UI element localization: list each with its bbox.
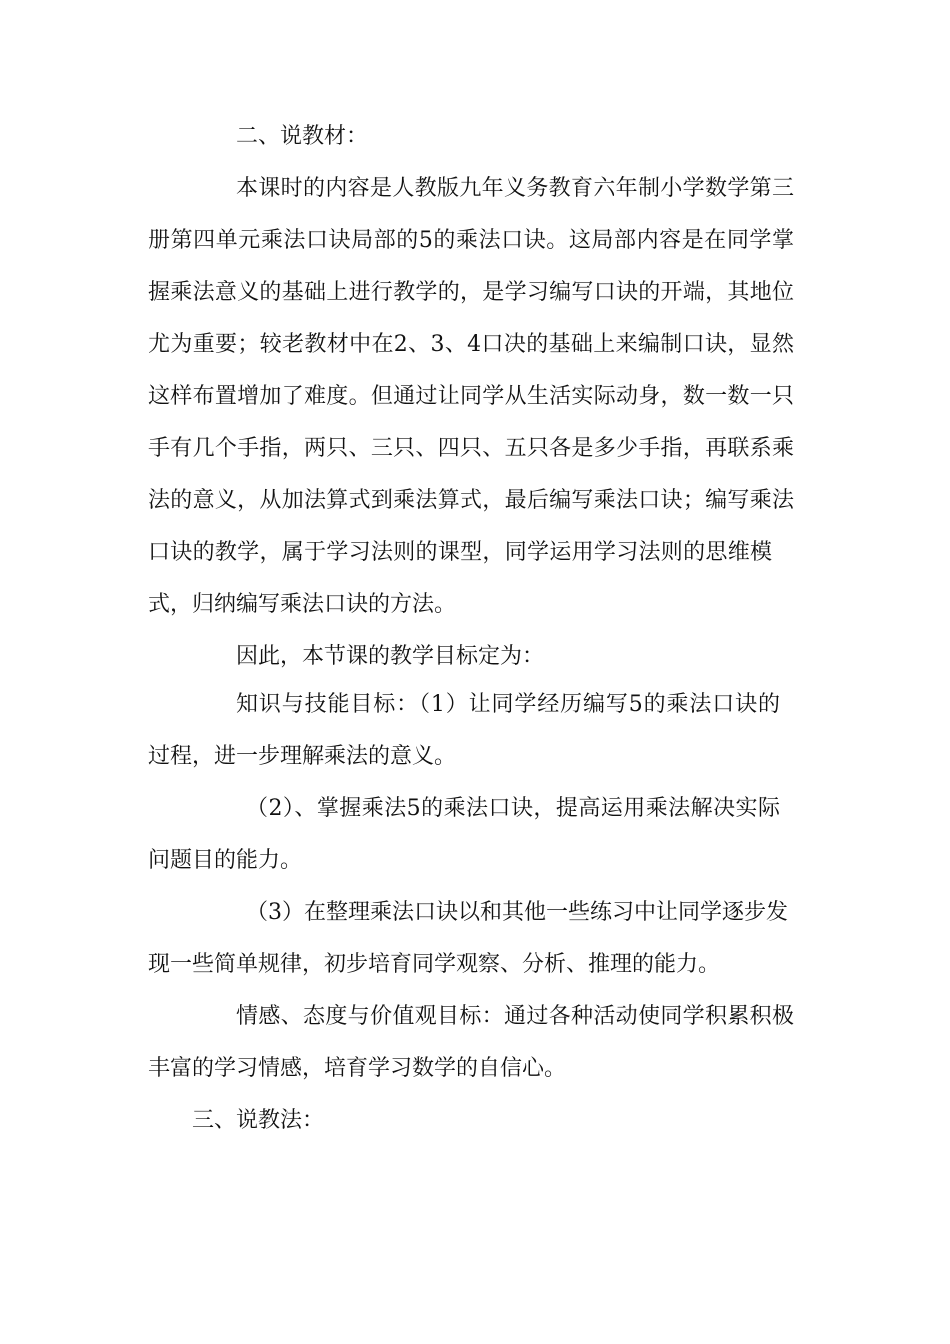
paragraph-line: 手有几个手指，两只、三只、四只、五只各是多少手指，再联系乘	[148, 436, 794, 461]
paragraph-line: 法的意义，从加法算式到乘法算式，最后编写乘法口诀；编写乘法	[148, 488, 794, 513]
section-heading-2: 二、说教材：	[236, 124, 369, 149]
goal-3-line: （3）在整理乘法口诀以和其他一些练习中让同学逐步发	[246, 900, 788, 925]
paragraph-line: 册第四单元乘法口诀局部的5的乘法口诀。这局部内容是在同学掌	[148, 228, 794, 253]
goal-3-line: 现一些简单规律，初步培育同学观察、分析、推理的能力。	[148, 952, 721, 977]
goal-intro: 因此，本节课的教学目标定为：	[236, 644, 545, 669]
goal-emotion-line: 丰富的学习情感，培育学习数学的自信心。	[148, 1056, 567, 1081]
goal-2-line: （2）、掌握乘法5的乘法口诀，提高运用乘法解决实际	[246, 796, 780, 821]
section-heading-3: 三、说教法：	[192, 1108, 325, 1133]
goal-knowledge-line: 过程，进一步理解乘法的意义。	[148, 744, 457, 769]
paragraph-line: 这样布置增加了难度。但通过让同学从生活实际动身，数一数一只	[148, 384, 794, 409]
goal-emotion-line: 情感、态度与价值观目标：通过各种活动使同学积累积极	[236, 1004, 794, 1029]
goal-knowledge-line: 知识与技能目标：（1）让同学经历编写5的乘法口诀的	[236, 692, 780, 717]
goal-2-line: 问题目的能力。	[148, 848, 303, 873]
paragraph-line: 口诀的教学，属于学习法则的课型，同学运用学习法则的思维模	[148, 540, 772, 565]
paragraph-line: 本课时的内容是人教版九年义务教育六年制小学数学第三	[236, 176, 794, 201]
paragraph-line: 尤为重要；较老教材中在2、3、4口决的基础上来编制口诀，显然	[148, 332, 794, 357]
paragraph-line: 式，归纳编写乘法口诀的方法。	[148, 592, 457, 617]
paragraph-line: 握乘法意义的基础上进行教学的，是学习编写口诀的开端，其地位	[148, 280, 794, 305]
